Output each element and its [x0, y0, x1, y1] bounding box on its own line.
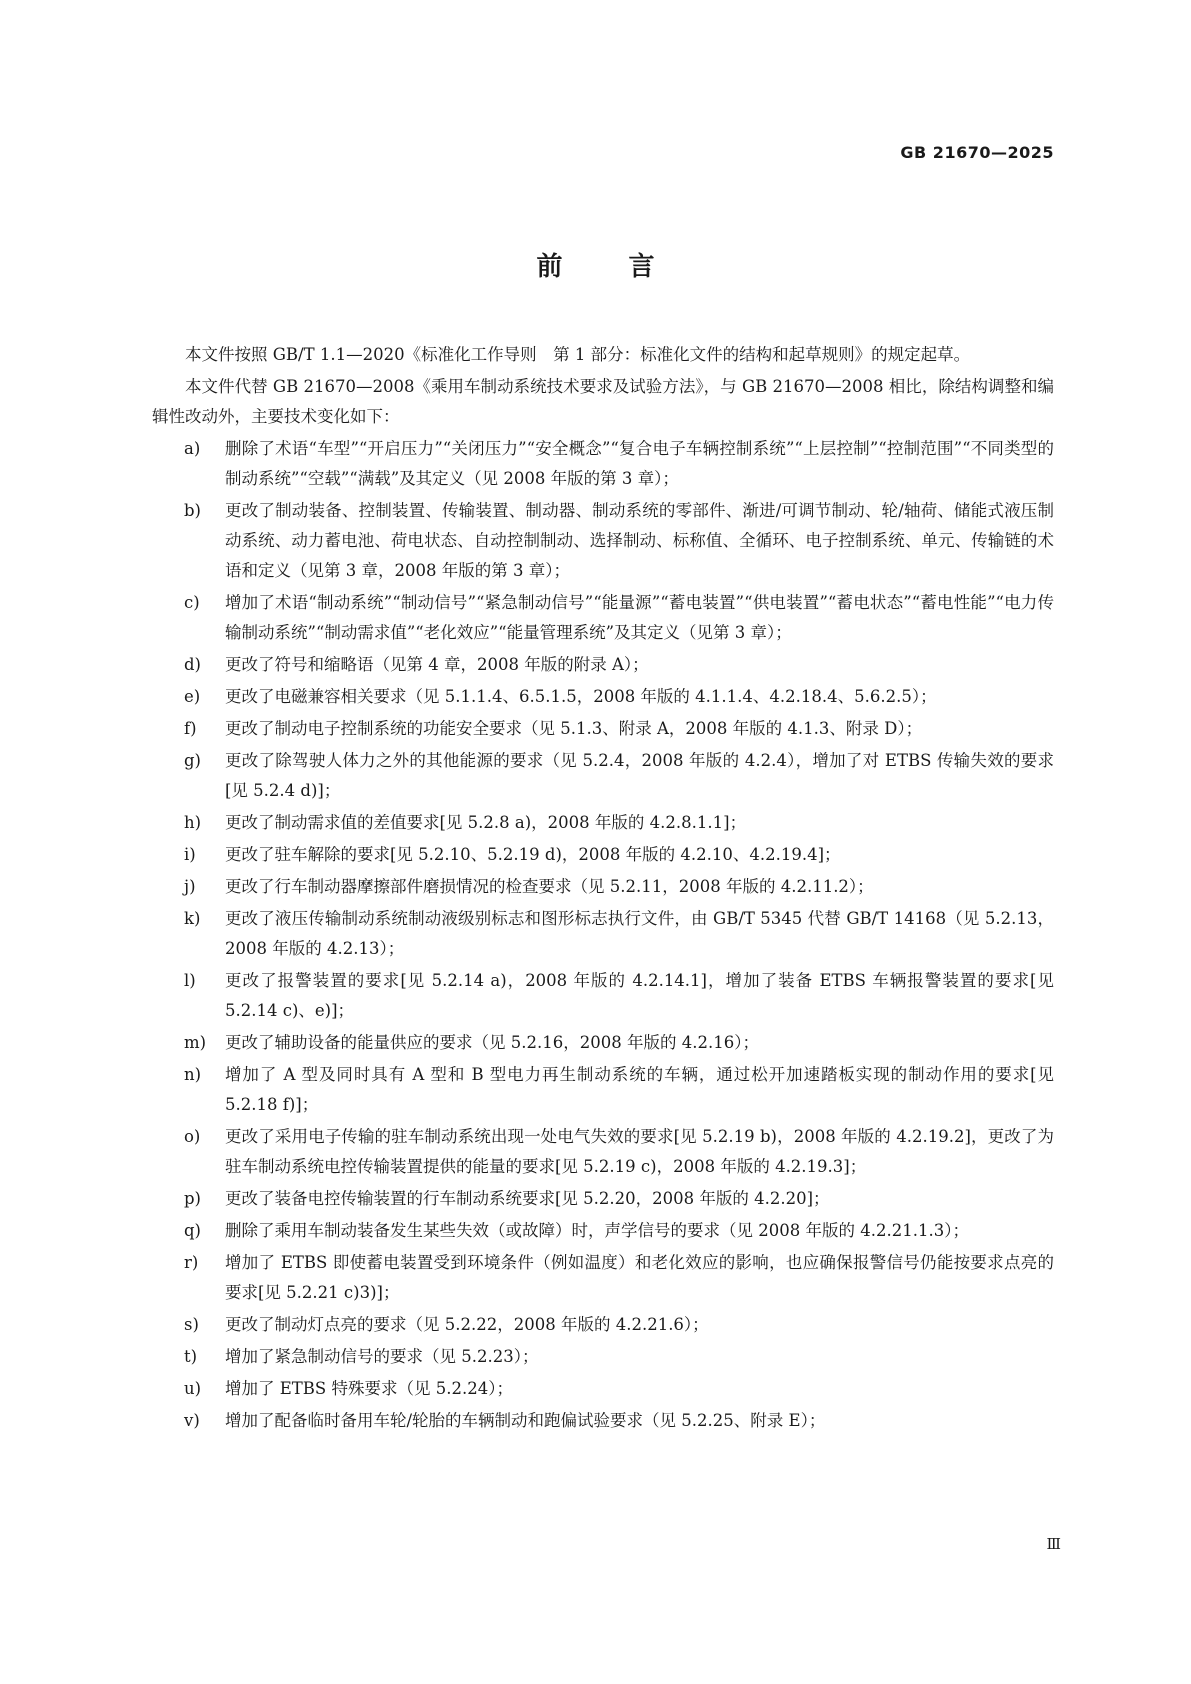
item-text: 增加了 ETBS 即使蓄电装置受到环境条件（例如温度）和老化效应的影响，也应确保报警信号仍能按要求点亮的要求[见 5.2.21 c)3)]；	[225, 1253, 1054, 1302]
item-label: o)	[184, 1127, 201, 1146]
item-text: 增加了术语“制动系统”“制动信号”“紧急制动信号”“能量源”“蓄电装置”“供电装置”“蓄电状态”“蓄电性能”“电力传输制动系统”“制动需求值”“老化效应”“能量管理系统”及其定义（见第 3 章）；	[225, 593, 1054, 642]
item-label: t)	[184, 1347, 198, 1366]
item-label: a)	[184, 439, 201, 458]
item-text: 更改了辅助设备的能量供应的要求（见 5.2.16，2008 年版的 4.2.16）；	[225, 1033, 759, 1052]
list-item	[152, 1310, 1054, 1340]
item-text: 增加了 ETBS 特殊要求（见 5.2.24）；	[225, 1379, 513, 1398]
item-label: l)	[184, 971, 196, 990]
page-number: Ⅲ	[1046, 1535, 1061, 1553]
item-label: v)	[184, 1411, 200, 1430]
list-item	[152, 966, 1054, 1026]
item-label: e)	[184, 687, 201, 706]
item-text: 增加了 A 型及同时具有 A 型和 B 型电力再生制动系统的车辆，通过松开加速踏板实现的制动作用的要求[见 5.2.18 f)]；	[225, 1065, 1054, 1114]
changes-list	[152, 434, 1054, 1436]
item-text: 更改了液压传输制动系统制动液级别标志和图形标志执行文件，由 GB/T 5345 代替 GB/T 14168（见 5.2.13，2008 年版的 4.2.13）；	[225, 909, 1054, 958]
list-item	[152, 650, 1054, 680]
item-label: g)	[184, 751, 201, 770]
list-item	[152, 1184, 1054, 1214]
item-text: 更改了装备电控传输装置的行车制动系统要求[见 5.2.20，2008 年版的 4.2.20]；	[225, 1189, 830, 1208]
item-label: c)	[184, 593, 200, 612]
replacement-paragraph: 本文件代替 GB 21670—2008《乘用车制动系统技术要求及试验方法》，与 GB 21670—2008 相比，除结构调整和编辑性改动外，主要技术变化如下：	[152, 377, 1054, 426]
item-label: p)	[184, 1189, 201, 1208]
list-item	[152, 1216, 1054, 1246]
list-item	[152, 682, 1054, 712]
item-label: r)	[184, 1253, 199, 1272]
item-text: 更改了制动需求值的差值要求[见 5.2.8 a)，2008 年版的 4.2.8.1.1]；	[225, 813, 747, 832]
item-label: n)	[184, 1065, 202, 1084]
list-item	[152, 1374, 1054, 1404]
item-text: 更改了制动装备、控制装置、传输装置、制动器、制动系统的零部件、渐进/可调节制动、轮/轴荷、储能式液压制动系统、动力蓄电池、荷电状态、自动控制制动、选择制动、标称值、全循环、电子控制系统、单元、传输链的术语和定义（见第 3 章，2008 年版的第 3 章）；	[225, 501, 1054, 580]
item-text: 更改了符号和缩略语（见第 4 章，2008 年版的附录 A）；	[225, 655, 649, 674]
list-item	[152, 496, 1054, 586]
list-item	[152, 1342, 1054, 1372]
list-item	[152, 434, 1054, 494]
item-text: 更改了制动电子控制系统的功能安全要求（见 5.1.3、附录 A，2008 年版的 4.1.3、附录 D）；	[225, 719, 923, 738]
page-title: 前言	[536, 252, 721, 282]
item-text: 更改了制动灯点亮的要求（见 5.2.22，2008 年版的 4.2.21.6）；	[225, 1315, 709, 1334]
list-item	[152, 840, 1054, 870]
item-text: 更改了电磁兼容相关要求（见 5.1.1.4、6.5.1.5，2008 年版的 4.1.1.4、4.2.18.4、5.6.2.5）；	[225, 687, 937, 706]
item-text: 删除了术语“车型”“开启压力”“关闭压力”“安全概念”“复合电子车辆控制系统”“上层控制”“控制范围”“不同类型的制动系统”“空载”“满载”及其定义（见 2008 年版的第 3 章）；	[225, 439, 1054, 488]
item-label: q)	[184, 1221, 201, 1240]
list-item	[152, 1122, 1054, 1182]
item-label: d)	[184, 655, 201, 674]
document-body	[152, 340, 1054, 1438]
item-label: k)	[184, 909, 201, 928]
item-label: m)	[184, 1033, 207, 1052]
item-text: 更改了驻车解除的要求[见 5.2.10、5.2.19 d)，2008 年版的 4.2.10、4.2.19.4]；	[225, 845, 841, 864]
item-label: j)	[184, 877, 196, 896]
item-text: 更改了采用电子传输的驻车制动系统出现一处电气失效的要求[见 5.2.19 b)，2008 年版的 4.2.19.2]，更改了为驻车制动系统电控传输装置提供的能量的要求[见 5.2.19 c)，2008 年版的 4.2.19.3]；	[225, 1127, 1054, 1176]
list-item	[152, 904, 1054, 964]
list-item	[152, 1248, 1054, 1308]
item-label: i)	[184, 845, 196, 864]
intro-paragraph: 本文件按照 GB/T 1.1—2020《标准化工作导则 第 1 部分：标准化文件的结构和起草规则》的规定起草。	[185, 345, 971, 364]
item-label: u)	[184, 1379, 202, 1398]
item-text: 更改了报警装置的要求[见 5.2.14 a)，2008 年版的 4.2.14.1]，增加了装备 ETBS 车辆报警装置的要求[见 5.2.14 c)、e)]；	[225, 971, 1054, 1020]
item-label: f)	[184, 719, 197, 738]
item-label: s)	[184, 1315, 199, 1334]
list-item	[152, 714, 1054, 744]
item-label: h)	[184, 813, 202, 832]
list-item	[152, 1406, 1054, 1436]
list-item	[152, 808, 1054, 838]
item-text: 增加了配备临时备用车轮/轮胎的车辆制动和跑偏试验要求（见 5.2.25、附录 E）；	[225, 1411, 826, 1430]
item-label: b)	[184, 501, 201, 520]
list-item	[152, 872, 1054, 902]
list-item	[152, 1060, 1054, 1120]
standard-number: GB 21670—2025	[900, 143, 1054, 162]
item-text: 删除了乘用车制动装备发生某些失效（或故障）时，声学信号的要求（见 2008 年版的 4.2.21.1.3）；	[225, 1221, 969, 1240]
item-text: 更改了除驾驶人体力之外的其他能源的要求（见 5.2.4，2008 年版的 4.2.4），增加了对 ETBS 传输失效的要求[见 5.2.4 d)]；	[225, 751, 1054, 800]
list-item	[152, 588, 1054, 648]
item-text: 更改了行车制动器摩擦部件磨损情况的检查要求（见 5.2.11，2008 年版的 4.2.11.2）；	[225, 877, 874, 896]
item-text: 增加了紧急制动信号的要求（见 5.2.23）；	[225, 1347, 539, 1366]
list-item	[152, 1028, 1054, 1058]
list-item	[152, 746, 1054, 806]
